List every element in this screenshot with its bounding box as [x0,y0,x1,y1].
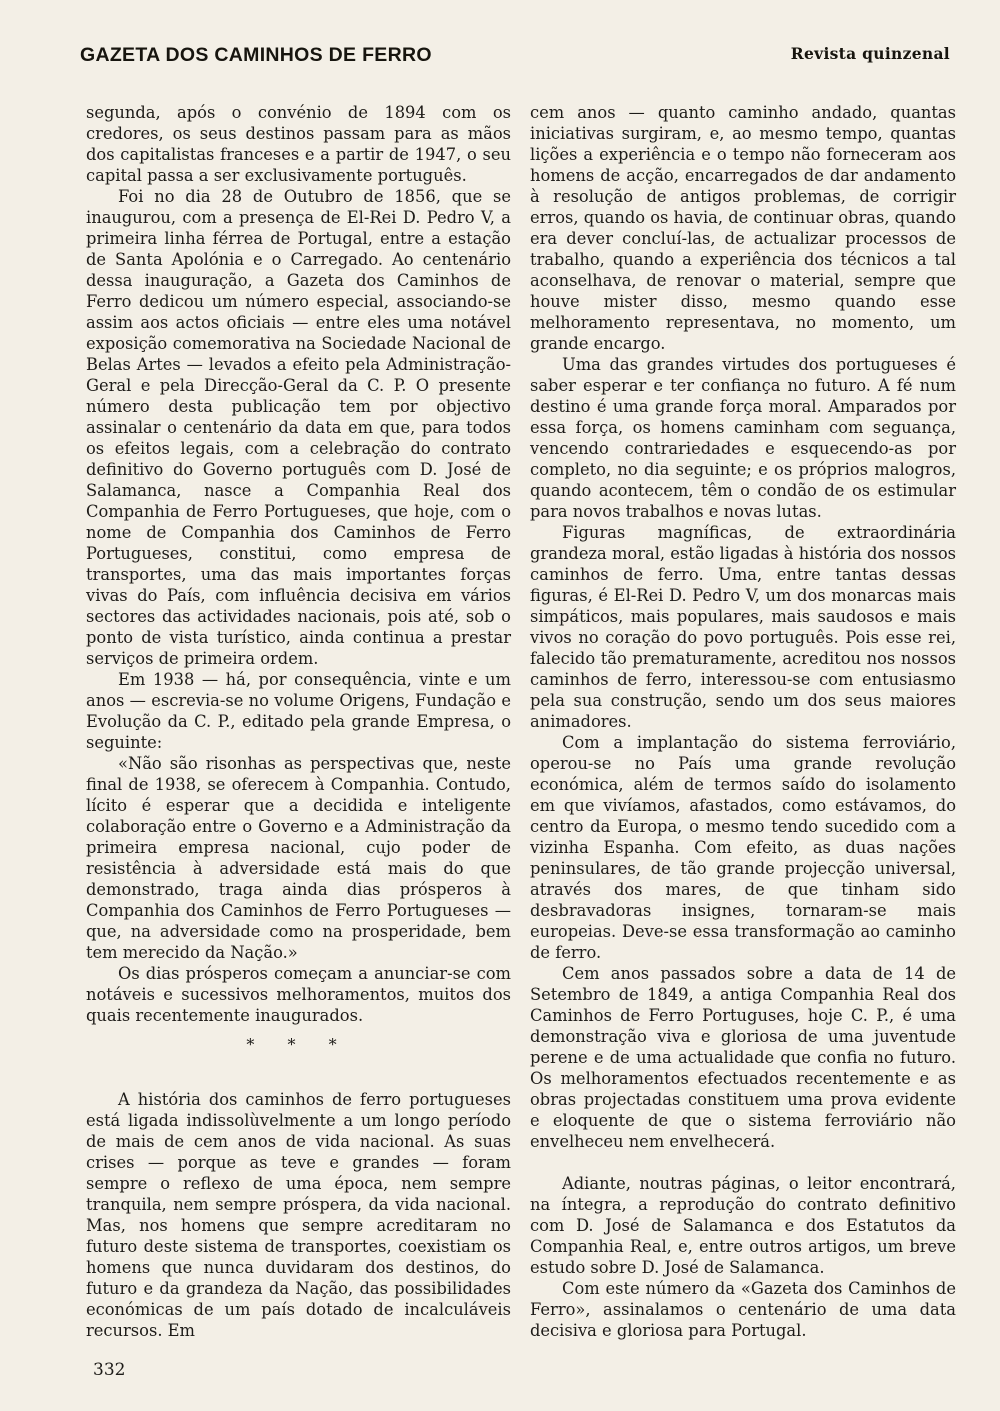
paragraph: Com este número da «Gazeta dos Caminhos de Ferro», assinalamos o centenário de uma data decisiva e gloriosa para Portugal. [530,1279,956,1340]
paragraph: Foi no dia 28 de Outubro de 1856, que se inaugurou, com a presença de El-Rei D. Pedro V, a primeira linha férrea de Portugal, entre a estação de Santa Apolónia e o Carregado. Ao centenário dessa inauguração, a Gazeta dos Caminhos de Ferro dedicou um número especial, associando-se assim aos actos oficiais — entre eles uma notável exposição comemorativa na Sociedade Nacional de Belas Artes — levados a efeito pela Administração-Geral e pela Direcção-Geral da C. P. O presente número desta publicação tem por objectivo assinalar o centenário da data em que, para todos os efeitos legais, com a celebração do contrato definitivo do Governo português com D. José de Salamanca, nasce a Companhia Real dos Companhia de Ferro Portugueses, que hoje, com o nome de Companhia dos Caminhos de Ferro Portugueses, constitui, como empresa de transportes, uma das mais importantes forças vivas do País, com influência decisiva em vários sectores das actividades nacionais, pois até, sob o ponto de vista turístico, ainda continua a prestar serviços de primeira ordem. [86,187,511,668]
left-text-column [86,102,511,1341]
paragraph: A história dos caminhos de ferro portugueses está ligada indissolùvelmente a um longo período de mais de cem anos de vida nacional. As suas crises — porque as teve e grandes — foram sempre o reflexo de uma época, nem sempre tranquila, nem sempre próspera, da vida nacional. Mas, nos homens que sempre acreditaram no futuro deste sistema de transportes, coexistiam os homens que nunca duvidaram dos destinos, do futuro e da grandeza da Nação, das possibilidades económicas de um país dotado de incalculáveis recursos. Em [86,1090,511,1340]
paragraph: Com a implantação do sistema ferroviário, operou-se no País uma grande revolução económica, além de termos saído do isolamento em que vivíamos, afastados, como estávamos, do centro da Europa, o mesmo tendo sucedido com a vizinha Espanha. Com efeito, as duas nações peninsulares, de tão grande projecção universal, através dos mares, de que tinham sido desbravadoras insignes, tornaram-se mais europeias. Deve-se essa transformação ao caminho de ferro. [530,733,956,962]
paragraph: Cem anos passados sobre a data de 14 de Setembro de 1849, a antiga Companhia Real dos Caminhos de Ferro Portuguses, hoje C. P., é uma demonstração viva e gloriosa de uma juventude perene e de uma actualidade que confia no futuro. Os melhoramentos efectuados recentemente e as obras projectadas constituem uma prova evidente e eloquente de que o sistema ferroviário não envelheceu nem envelhecerá. [530,964,956,1151]
paragraph: segunda, após o convénio de 1894 com os credores, os seus destinos passam para as mãos dos capitalistas franceses e a partir de 1947, o seu capital passa a ser exclusivamente português. [86,103,511,185]
separator-asterisks: * * * [246,1035,351,1054]
paragraph: Uma das grandes virtudes dos portugueses é saber esperar e ter confiança no futuro. A fé num destino é uma grande força moral. Amparados por essa força, os homens caminham com seguança, vencendo contrariedades e esquecendo-as por completo, no dia seguinte; e os próprios malogros, quando acontecem, têm o condão de os estimular para novos trabalhos e novas lutas. [530,355,956,521]
paragraph: Os dias prósperos começam a anunciar-se com notáveis e sucessivos melhoramentos, muitos dos quais recentemente inaugurados. [86,964,511,1025]
paragraph: Em 1938 — há, por consequência, vinte e um anos — escrevia-se no volume Origens, Fundação e Evolução da C. P., editado pela grande Empresa, o seguinte: [86,670,511,752]
page-number: 332 [93,1360,126,1380]
paragraph: Figuras magníficas, de extraordinária grandeza moral, estão ligadas à história dos nossos caminhos de ferro. Uma, entre tantas dessas figuras, é El-Rei D. Pedro V, um dos monarcas mais simpáticos, mais populares, mais saudosos e mais vivos no coração do povo português. Pois esse rei, falecido tão prematuramente, acreditou nos nossos caminhos de ferro, interessou-se com entusiasmo pela sua construção, sendo um dos seus maiores animadores. [530,523,956,731]
section-separator [86,1026,511,1068]
right-text-column [530,102,956,1341]
paragraph: cem anos — quanto caminho andado, quantas iniciativas surgiram, e, ao mesmo tempo, quantas lições a experiência e o tempo não forneceram aos homens de acção, encarregados de dar andamento à resolução de antigos problemas, de corrigir erros, quando os havia, de continuar obras, quando era dever concluí-las, de actualizar processos de trabalho, quando a experiência dos técnicos a tal aconselhava, de renovar o material, sempre que houve mister disso, mesmo quando esse melhoramento representava, no momento, um grande encargo. [530,103,956,353]
paragraph: Adiante, noutras páginas, o leitor encontrará, na íntegra, a reprodução do contrato definitivo com D. José de Salamanca e dos Estatutos da Companhia Real, e, entre outros artigos, um breve estudo sobre D. José de Salamanca. [530,1174,956,1277]
running-header-section: Revista quinzenal [790,44,950,63]
quoted-paragraph: «Não são risonhas as perspectivas que, neste final de 1938, se oferecem à Companhia. Contudo, lícito é esperar que a decidida e inteligente colaboração entre o Governo e a Administração da primeira empresa nacional, cujo poder de resistência à adversidade está mais do que demonstrado, traga ainda dias prósperos à Companhia dos Caminhos de Ferro Portugueses — que, na adversidade como na prosperidade, bem tem merecido da Nação.» [86,754,511,962]
running-header-title: GAZETA DOS CAMINHOS DE FERRO [80,44,432,66]
